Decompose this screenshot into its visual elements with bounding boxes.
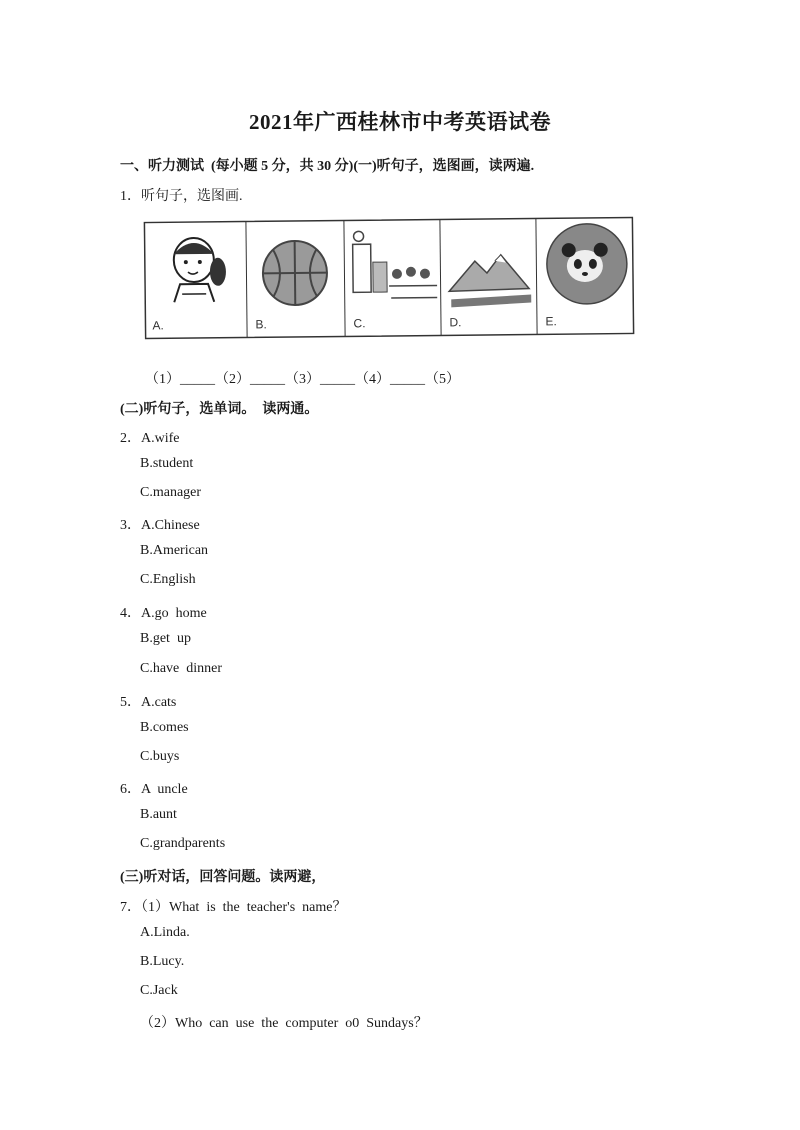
question-3-option-c: C.English — [140, 572, 196, 587]
question-3-stem: 3．A.Chinese — [120, 518, 200, 533]
question-7-option-a: A.Linda. — [140, 925, 190, 940]
section-1-heading: 一、听力测试 (每小题 5 分，共 30 分)(一)听句子，选图画，读两遍. — [120, 159, 535, 174]
question-6-option-c: C.grandparents — [140, 836, 226, 851]
picture-b — [245, 220, 345, 337]
section-2-heading: (二)听句子，选单词。 读两通。 — [120, 402, 319, 417]
picture-c — [343, 219, 441, 336]
question-5-option-b: B.comes — [140, 720, 189, 735]
question-3-option-b: B.American — [140, 543, 209, 558]
mountain-icon — [440, 220, 537, 321]
picture-e — [535, 217, 635, 334]
question-6-stem: 6．A uncle — [120, 782, 188, 797]
answer-blanks: （1）_____（2）_____（3）_____（4）_____（5） — [145, 372, 460, 387]
picture-b-label: B. — [255, 317, 267, 332]
question-6-option-b: B.aunt — [140, 807, 177, 822]
question-2-option-c: C.manager — [140, 485, 202, 500]
question-7-option-b: B.Lucy. — [140, 954, 185, 969]
picture-strip — [143, 213, 634, 340]
question-7-stem: 7．（1）What is the teacher's name？ — [120, 900, 347, 915]
question-5-stem: 5．A.cats — [120, 695, 177, 710]
picture-a — [143, 222, 246, 339]
question-7-sub-2: （2）Who can use the computer o0 Sundays？ — [140, 1016, 428, 1031]
picture-c-label: C. — [353, 316, 366, 331]
panda-icon — [536, 217, 635, 318]
question-4-option-b: B.get up — [140, 631, 191, 646]
basketball-icon — [246, 222, 345, 323]
question-2-stem: 2．A.wife — [120, 431, 180, 446]
question-4-option-c: C.have dinner — [140, 661, 223, 676]
question-5-option-c: C.buys — [140, 749, 180, 764]
picture-a-label: A. — [152, 318, 164, 333]
section-3-heading: (三)听对话，回答问题。读两避， — [120, 870, 326, 885]
question-1-stem: 1．听句子，选图画. — [120, 189, 243, 204]
girl-icon — [143, 224, 246, 325]
classroom-icon — [344, 221, 441, 322]
question-7-option-c: C.Jack — [140, 983, 178, 998]
picture-e-label: E. — [545, 314, 557, 329]
picture-d — [439, 218, 537, 335]
question-4-stem: 4．A.go home — [120, 606, 207, 621]
question-2-option-b: B.student — [140, 456, 194, 471]
picture-d-label: D. — [449, 315, 462, 330]
exam-title: 2021年广西桂林市中考英语试卷 — [249, 110, 551, 134]
